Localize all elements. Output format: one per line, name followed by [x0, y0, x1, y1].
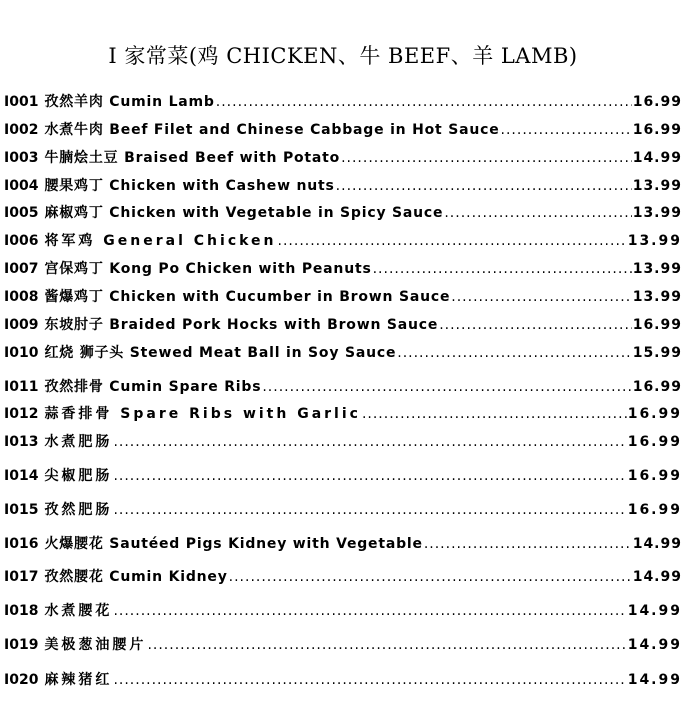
dot-leader [113, 502, 626, 518]
item-code: I008 [4, 289, 39, 305]
item-name: 孜然腰花 Cumin Kidney [44, 569, 228, 585]
item-price: 13.99 [627, 233, 682, 249]
item-name: 东坡肘子 Braided Pork Hocks with Brown Sauce [44, 317, 439, 333]
item-name: 火爆腰花 Sautéed Pigs Kidney with Vegetable [44, 536, 423, 552]
menu-item [4, 119, 682, 145]
menu-item [4, 376, 682, 402]
section-title: I 家常菜(鸡 CHICKEN、牛 BEEF、羊 LAMB) [108, 44, 578, 68]
dot-leader [373, 261, 632, 277]
item-code: I005 [4, 205, 39, 221]
menu-item [4, 147, 682, 173]
item-price: 13.99 [632, 205, 682, 221]
item-name: 牛腩烩土豆 Braised Beef with Potato [44, 150, 341, 166]
menu-item [4, 286, 682, 312]
item-code: I007 [4, 261, 39, 277]
dot-leader [341, 150, 632, 166]
item-name: 酱爆鸡丁 Chicken with Cucumber in Brown Sauce [44, 289, 451, 305]
item-price: 14.99 [627, 637, 682, 653]
dot-leader [113, 434, 626, 450]
item-code: I011 [4, 379, 39, 395]
item-code: I002 [4, 122, 39, 138]
menu-item [4, 202, 682, 228]
menu-item [4, 175, 682, 201]
item-price: 16.99 [627, 406, 682, 422]
item-price: 15.99 [632, 345, 682, 361]
menu-item [4, 403, 682, 429]
item-code: I012 [4, 406, 39, 422]
menu-item [4, 566, 682, 592]
item-price: 16.99 [627, 468, 682, 484]
item-code: I015 [4, 502, 39, 518]
menu-item [4, 342, 682, 368]
item-price: 16.99 [632, 379, 682, 395]
item-name: 红烧 狮子头 Stewed Meat Ball in Soy Sauce [44, 345, 397, 361]
menu-item [4, 669, 682, 695]
item-price: 16.99 [632, 94, 682, 110]
menu-item [4, 431, 682, 457]
dot-leader [216, 94, 632, 110]
dot-leader [397, 345, 631, 361]
item-code: I003 [4, 150, 39, 166]
item-price: 16.99 [632, 122, 682, 138]
item-price: 13.99 [632, 289, 682, 305]
menu-item [4, 634, 682, 660]
item-price: 16.99 [627, 502, 682, 518]
item-code: I004 [4, 178, 39, 194]
menu-item [4, 533, 682, 559]
item-price: 16.99 [632, 317, 682, 333]
item-price: 13.99 [632, 178, 682, 194]
item-name: 孜然排骨 Cumin Spare Ribs [44, 379, 262, 395]
item-name: 水煮牛肉 Beef Filet and Chinese Cabbage in Hot Sauce [44, 122, 500, 138]
dot-leader [451, 289, 631, 305]
item-name: 孜然肥肠 [44, 502, 113, 518]
dot-leader [501, 122, 632, 138]
item-code: I010 [4, 345, 39, 361]
item-price: 14.99 [632, 536, 682, 552]
item-price: 13.99 [632, 261, 682, 277]
item-name: 蒜香排骨 Spare Ribs with Garlic [44, 406, 361, 422]
item-name: 水煮腰花 [44, 603, 113, 619]
dot-leader [362, 406, 627, 422]
item-price: 16.99 [627, 434, 682, 450]
item-price: 14.99 [632, 150, 682, 166]
menu-item [4, 314, 682, 340]
item-name: 孜然羊肉 Cumin Lamb [44, 94, 215, 110]
item-name: 腰果鸡丁 Chicken with Cashew nuts [44, 178, 335, 194]
dot-leader [147, 637, 626, 653]
menu-item [4, 465, 682, 491]
item-price: 14.99 [627, 603, 682, 619]
dot-leader [439, 317, 632, 333]
item-code: I017 [4, 569, 39, 585]
dot-leader [444, 205, 631, 221]
dot-leader [278, 233, 627, 249]
dot-leader [113, 603, 626, 619]
item-name: 水煮肥肠 [44, 434, 113, 450]
item-name: 麻辣猪红 [44, 672, 113, 688]
menu-item [4, 230, 682, 256]
item-name: 麻椒鸡丁 Chicken with Vegetable in Spicy Sauce [44, 205, 444, 221]
menu-item [4, 258, 682, 284]
item-code: I006 [4, 233, 39, 249]
item-name: 尖椒肥肠 [44, 468, 113, 484]
dot-leader [113, 468, 626, 484]
item-code: I019 [4, 637, 39, 653]
dot-leader [113, 672, 626, 688]
dot-leader [336, 178, 632, 194]
item-name: 美极葱油腰片 [44, 637, 147, 653]
item-code: I001 [4, 94, 39, 110]
item-code: I016 [4, 536, 39, 552]
dot-leader [229, 569, 632, 585]
dot-leader [424, 536, 632, 552]
item-name: 宫保鸡丁 Kong Po Chicken with Peanuts [44, 261, 372, 277]
item-price: 14.99 [632, 569, 682, 585]
item-code: I009 [4, 317, 39, 333]
item-code: I014 [4, 468, 39, 484]
item-code: I020 [4, 672, 39, 688]
item-code: I013 [4, 434, 39, 450]
menu-item [4, 91, 682, 117]
item-name: 将军鸡 General Chicken [44, 233, 277, 249]
menu-item [4, 499, 682, 525]
menu-item [4, 600, 682, 626]
item-code: I018 [4, 603, 39, 619]
dot-leader [262, 379, 631, 395]
item-price: 14.99 [627, 672, 682, 688]
